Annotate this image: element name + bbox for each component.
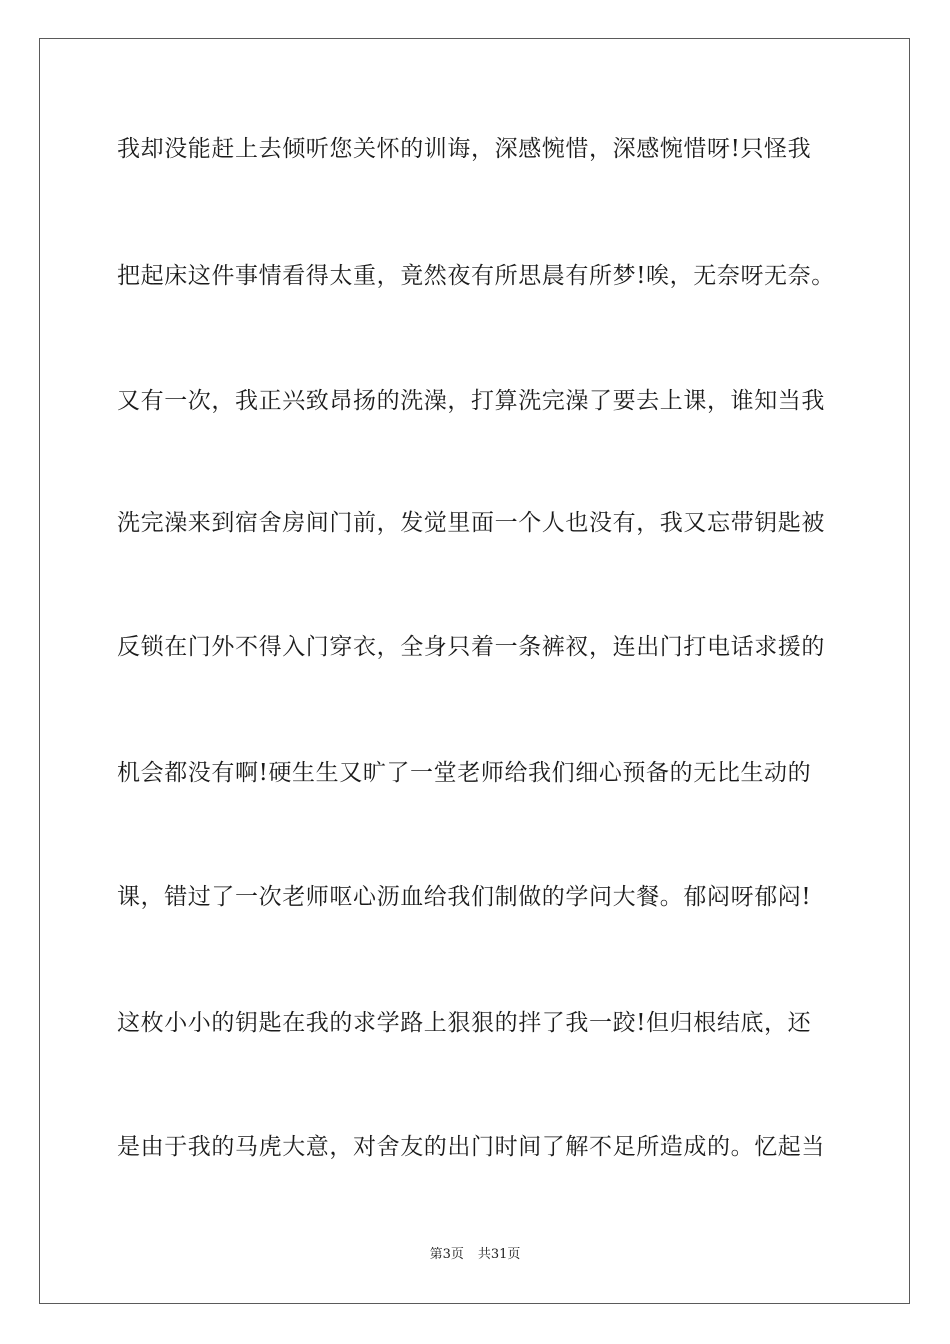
body-text-line-9: 是由于我的马虎大意，对舍友的出门时间了解不足所造成的。忆起当 <box>117 1134 825 1160</box>
total-pages: 共31页 <box>477 1247 521 1262</box>
body-text-line-5: 反锁在门外不得入门穿衣，全身只着一条裤衩，连出门打电话求援的 <box>117 634 825 660</box>
body-text-line-1: 我却没能赶上去倾听您关怀的训诲，深感惋惜，深感惋惜呀!只怪我 <box>117 136 812 162</box>
page-footer <box>0 1246 950 1264</box>
body-text-line-7: 课，错过了一次老师呕心沥血给我们制做的学问大餐。郁闷呀郁闷! <box>117 884 812 910</box>
page-number: 第3页 <box>429 1247 464 1262</box>
body-text-line-6: 机会都没有啊!硬生生又旷了一堂老师给我们细心预备的无比生动的 <box>117 760 812 786</box>
body-text-line-8: 这枚小小的钥匙在我的求学路上狠狠的拌了我一跤!但归根结底，还 <box>117 1010 812 1036</box>
body-text-line-2: 把起床这件事情看得太重，竟然夜有所思晨有所梦!唉，无奈呀无奈。 <box>117 263 835 289</box>
body-text-line-4: 洗完澡来到宿舍房间门前，发觉里面一个人也没有，我又忘带钥匙被 <box>117 510 825 536</box>
body-text-line-3: 又有一次，我正兴致昂扬的洗澡，打算洗完澡了要去上课，谁知当我 <box>117 388 825 414</box>
page-border <box>39 38 910 1304</box>
